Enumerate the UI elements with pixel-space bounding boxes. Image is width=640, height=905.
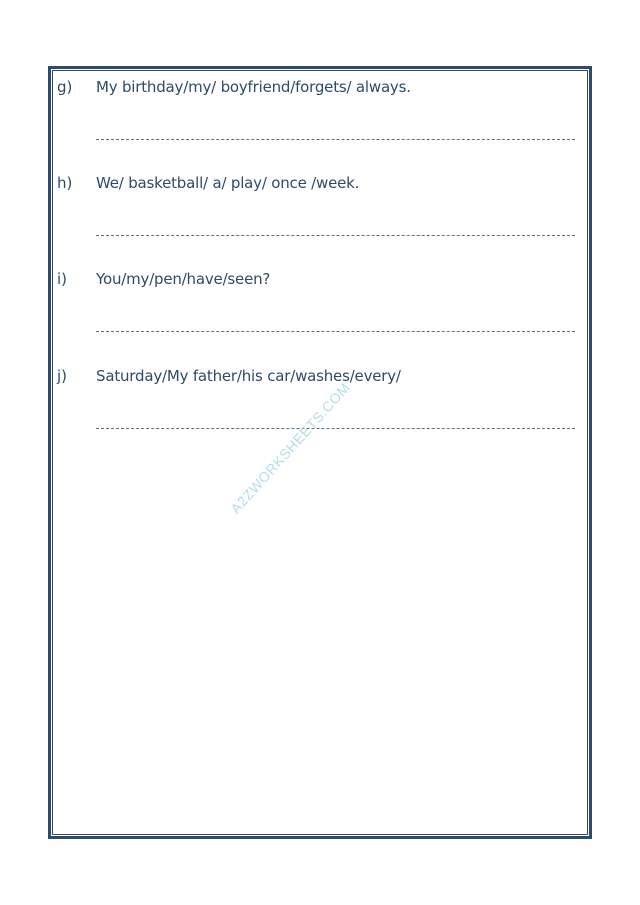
question-letter: h) <box>57 174 73 192</box>
question-letter: j) <box>57 367 68 385</box>
question-letter: i) <box>57 270 68 288</box>
answer-line[interactable] <box>96 428 575 429</box>
question-letter: g) <box>57 78 73 96</box>
question-text: We/ basketball/ a/ play/ once /week. <box>96 174 360 192</box>
question-text: You/my/pen/have/seen? <box>96 270 271 288</box>
question-i <box>0 270 640 366</box>
watermark: A2ZWORKSHEETS.COM <box>227 379 354 517</box>
answer-line[interactable] <box>96 331 575 332</box>
question-text: My birthday/my/ boyfriend/forgets/ always. <box>96 78 411 96</box>
answer-line[interactable] <box>96 235 575 236</box>
question-h <box>0 174 640 270</box>
answer-line[interactable] <box>96 139 575 140</box>
question-g <box>0 78 640 174</box>
question-text: Saturday/My father/his car/washes/every/ <box>96 367 401 385</box>
